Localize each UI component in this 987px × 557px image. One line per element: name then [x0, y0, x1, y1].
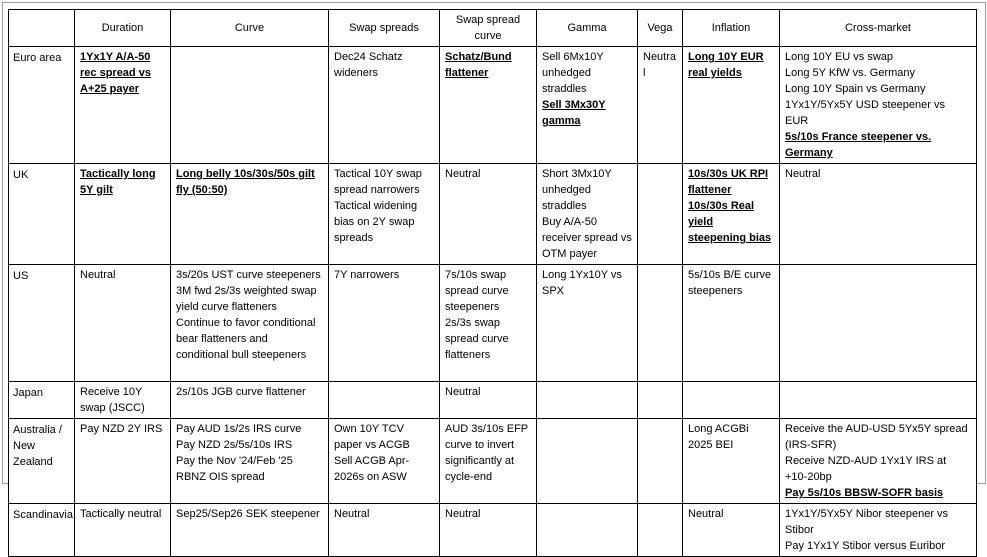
table-cell: [683, 504, 780, 557]
trade-item: Pay NZD 2Y IRS: [80, 423, 163, 435]
table-cell: [440, 265, 537, 382]
table-cell: [638, 265, 683, 382]
table-cell: [537, 265, 638, 382]
trade-item: 1Yx1Y/5Yx5Y Nibor steepener vs Stibor: [785, 508, 949, 536]
table-cell: [75, 382, 171, 419]
trade-item: Neutral: [445, 386, 481, 398]
table-body: [9, 47, 977, 557]
trade-item: Neutral: [445, 168, 481, 180]
trade-item: Sell ACGB Apr-2026s on ASW: [334, 455, 410, 483]
trade-item: Receive the AUD-USD 5Yx5Y spread (IRS-SFR): [785, 423, 968, 451]
trade-item: Pay NZD 2s/5s/10s IRS: [176, 439, 293, 451]
column-header-region: [9, 10, 75, 47]
table-cell: [638, 47, 683, 164]
trade-item: Neutral: [334, 508, 370, 520]
table-cell: [329, 419, 440, 504]
trade-item: Long 10Y Spain vs Germany: [785, 83, 926, 95]
table-row: [9, 382, 977, 419]
trade-item: Own 10Y TCV paper vs ACGB: [334, 423, 410, 451]
trade-item: Pay 1Yx1Y Stibor versus Euribor: [785, 540, 945, 552]
trade-item: Tactical 10Y swap spread narrowers: [334, 168, 422, 196]
region-label: UK: [9, 164, 75, 265]
trade-item: Long 5Y KfW vs. Germany: [785, 67, 916, 79]
table-row: [9, 504, 977, 557]
table-cell: [683, 164, 780, 265]
trade-item: Tactical widening bias on 2Y swap spreads: [334, 200, 418, 244]
trade-item-emphasized: Schatz/Bund flattener: [445, 51, 512, 79]
table-cell: [329, 47, 440, 164]
table-cell: [440, 164, 537, 265]
trade-item: Neutral: [785, 168, 821, 180]
table-cell: [537, 419, 638, 504]
table-cell: [537, 47, 638, 164]
table-cell: [329, 265, 440, 382]
table-cell: [638, 504, 683, 557]
table-cell: [171, 419, 329, 504]
trade-item-emphasized: Sell 3Mx30Y gamma: [542, 99, 606, 127]
trade-item: AUD 3s/10s EFP curve to invert significantly at cycle-end: [445, 423, 528, 483]
trade-item: Long 10Y EU vs swap: [785, 51, 894, 63]
table-cell: [440, 47, 537, 164]
table-cell: [780, 47, 977, 164]
trade-item: Neutral: [688, 508, 724, 520]
trade-item: Dec24 Schatz wideners: [334, 51, 403, 79]
trade-item: 1Yx1Y/5Yx5Y USD steepener vs EUR: [785, 99, 945, 127]
trade-item-emphasized: 1Yx1Y A/A-50 rec spread vs A+25 payer: [80, 51, 151, 95]
table-cell: [440, 504, 537, 557]
trade-item: Long 1Yx10Y vs SPX: [542, 269, 622, 297]
region-label: Scandinavia: [9, 504, 75, 557]
table-cell: [75, 504, 171, 557]
table-cell: [638, 382, 683, 419]
trade-item: Sep25/Sep26 SEK steepener: [176, 508, 320, 520]
table-row: [9, 47, 977, 164]
trade-item: Long ACGBi 2025 BEI: [688, 423, 749, 451]
table-cell: [329, 504, 440, 557]
trade-item: 3s/20s UST curve steepeners: [176, 269, 321, 281]
column-header-curve: Curve: [171, 10, 329, 47]
header-row: [9, 10, 977, 47]
table-cell: [329, 164, 440, 265]
table-cell: [638, 164, 683, 265]
column-header-gamma: Gamma: [537, 10, 638, 47]
trade-item-emphasized: Long 10Y EUR real yields: [688, 51, 764, 79]
trade-item: 3M fwd 2s/3s weighted swap yield curve flatteners: [176, 285, 317, 313]
trade-item: 2s/10s JGB curve flattener: [176, 386, 306, 398]
table-cell: [638, 419, 683, 504]
column-header-cross-market: Cross-market: [780, 10, 977, 47]
trade-item: Pay the Nov '24/Feb '25 RBNZ OIS spread: [176, 455, 293, 483]
trade-item: Neutral: [643, 51, 677, 79]
trade-item-emphasized: Pay 5s/10s BBSW-SOFR basis: [785, 487, 944, 499]
trade-item: Tactically neutral: [80, 508, 162, 520]
table-row: [9, 265, 977, 382]
table-cell: [171, 164, 329, 265]
trade-item: Pay AUD 1s/2s IRS curve: [176, 423, 302, 435]
table-row: [9, 164, 977, 265]
region-label: Australia / New Zealand: [9, 419, 75, 504]
table-cell: [171, 504, 329, 557]
column-header-vega: Vega: [638, 10, 683, 47]
table-cell: [440, 382, 537, 419]
column-header-swap-spread-curve: Swap spread curve: [440, 10, 537, 47]
trade-item-emphasized: 10s/30s UK RPI flattener: [688, 168, 769, 196]
table-cell: [683, 265, 780, 382]
trade-item: Receive NZD-AUD 1Yx1Y IRS at +10-20bp: [785, 455, 947, 483]
table-cell: [75, 164, 171, 265]
trade-item-emphasized: Long belly 10s/30s/50s gilt fly (50:50): [176, 168, 315, 196]
trade-recommendations-table: [8, 9, 977, 557]
table-cell: [75, 265, 171, 382]
trade-item: 7s/10s swap spread curve steepeners: [445, 269, 509, 313]
region-label: US: [9, 265, 75, 382]
table-cell: [683, 382, 780, 419]
trade-item: Neutral: [445, 508, 481, 520]
table-cell: [171, 47, 329, 164]
region-label: Japan: [9, 382, 75, 419]
column-header-inflation: Inflation: [683, 10, 780, 47]
table-cell: [780, 419, 977, 504]
table-cell: [537, 164, 638, 265]
table-cell: [75, 47, 171, 164]
trade-item: 7Y narrowers: [334, 269, 400, 281]
table-cell: [780, 504, 977, 557]
trade-item: 2s/3s swap spread curve flatteners: [445, 317, 509, 361]
trade-item-emphasized: 5s/10s France steepener vs. Germany: [785, 131, 932, 159]
trade-item: Continue to favor conditional bear flatteners and conditional bull steepeners: [176, 317, 316, 361]
table-cell: [780, 265, 977, 382]
trade-item: Neutral: [80, 269, 116, 281]
trade-item: Short 3Mx10Y unhedged straddles: [542, 168, 612, 212]
table-row: [9, 419, 977, 504]
region-label: Euro area: [9, 47, 75, 164]
trade-item: Receive 10Y swap (JSCC): [80, 386, 145, 414]
table-cell: [440, 419, 537, 504]
column-header-swap-spreads: Swap spreads: [329, 10, 440, 47]
trade-item: Sell 6Mx10Y unhedged straddles: [542, 51, 604, 95]
trade-item: 5s/10s B/E curve steepeners: [688, 269, 772, 297]
column-header-duration: Duration: [75, 10, 171, 47]
table-cell: [171, 382, 329, 419]
table-cell: [780, 382, 977, 419]
table-cell: [683, 47, 780, 164]
table-cell: [329, 382, 440, 419]
table-cell: [780, 164, 977, 265]
trade-item-emphasized: Tactically long 5Y gilt: [80, 168, 156, 196]
table-cell: [171, 265, 329, 382]
table-cell: [537, 382, 638, 419]
trade-item-emphasized: 10s/30s Real yield steepening bias: [688, 200, 772, 244]
table-cell: [683, 419, 780, 504]
table-cell: [537, 504, 638, 557]
trade-item: Buy A/A-50 receiver spread vs OTM payer: [542, 216, 632, 260]
table-cell: [75, 419, 171, 504]
